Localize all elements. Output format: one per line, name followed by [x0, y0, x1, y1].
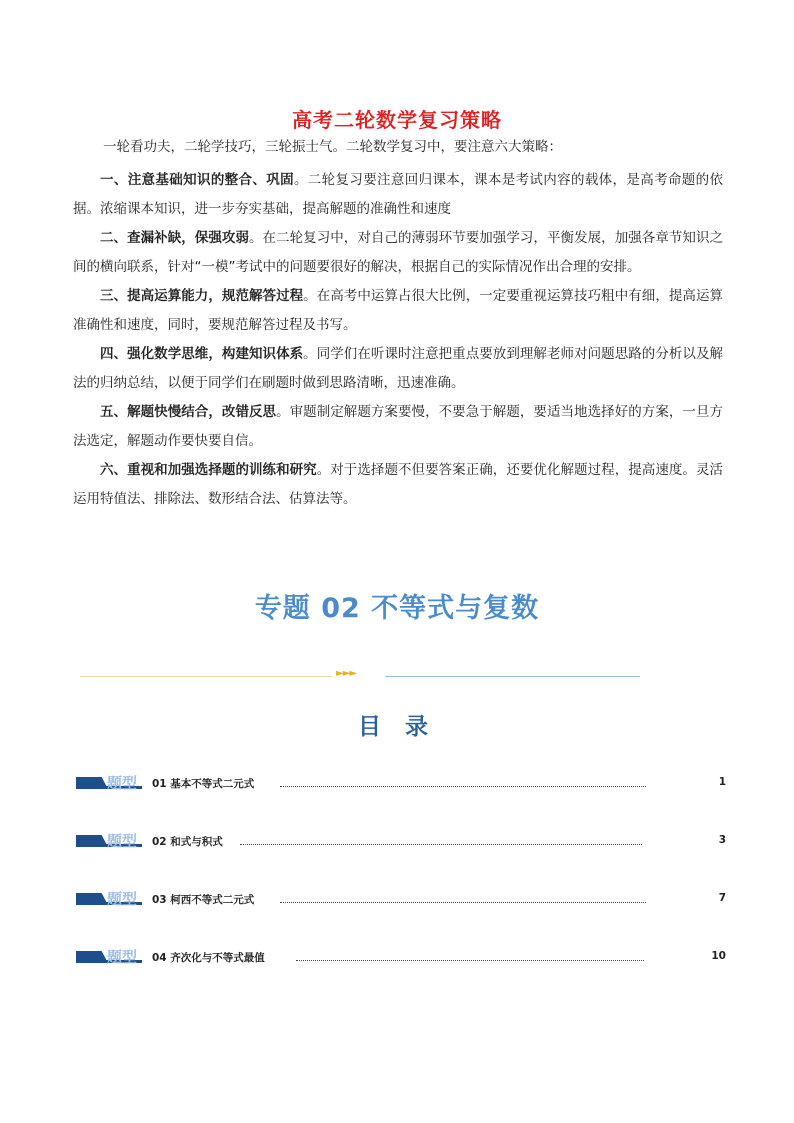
- badge-label: 题型: [107, 948, 138, 966]
- toc-entry-page: 1: [718, 776, 726, 788]
- strategy-item: [73, 224, 723, 282]
- divider-line-left: [80, 676, 332, 677]
- toc-leader-dots: [280, 902, 646, 903]
- toc-entry-page: 7: [718, 892, 726, 904]
- strategy-body: 。对于选择题不但要答案正确，还要优化解题过程，提高速度。灵活运用特值法、排除法、数形结合法、估算法等。: [73, 462, 724, 507]
- strategy-body: 。二轮复习要注意回归课本，课本是考试内容的载体，是高考命题的依据。浓缩课本知识，进一步夯实基础，提高解题的准确性和速度: [73, 172, 724, 217]
- badge-label: 题型: [107, 890, 138, 908]
- toc-leader-dots: [240, 844, 642, 845]
- toc-entry[interactable]: [76, 886, 726, 944]
- strategy-heading: 三、提高运算能力，规范解答过程: [100, 288, 304, 304]
- question-type-badge: [76, 948, 146, 966]
- intro-paragraph: 一轮看功夫，二轮学技巧，三轮振士气。二轮数学复习中，要注意六大策略：: [103, 139, 562, 155]
- question-type-badge: [76, 832, 146, 850]
- strategy-heading: 五、解题快慢结合，改错反思: [100, 404, 277, 420]
- strategy-heading: 六、重视和加强选择题的训练和研究: [100, 462, 317, 478]
- toc-leader-dots: [280, 786, 646, 787]
- strategy-heading: 二、查漏补缺，保强攻弱: [100, 230, 249, 246]
- toc-entry-label: 02 和式与积式: [152, 836, 223, 848]
- toc-entry-label: 03 柯西不等式二元式: [152, 894, 255, 906]
- strategy-body: 。在高考中运算占很大比例，一定要重视运算技巧粗中有细，提高运算准确性和速度，同时，要规范解答过程及书写。: [73, 288, 724, 333]
- toc-entry-label: 04 齐次化与不等式最值: [152, 952, 265, 964]
- strategy-item: [73, 340, 723, 398]
- strategy-item: [73, 456, 723, 514]
- question-type-badge: [76, 774, 146, 792]
- strategy-item: [73, 282, 723, 340]
- strategy-heading: 四、强化数学思维，构建知识体系: [100, 346, 304, 362]
- toc-entry[interactable]: [76, 944, 726, 1002]
- table-of-contents: [76, 770, 726, 1002]
- toc-title: 目 录: [357, 714, 436, 740]
- toc-leader-dots: [296, 960, 644, 961]
- toc-entry-page: 10: [711, 950, 726, 962]
- divider-line-right: [385, 676, 640, 677]
- badge-label: 题型: [107, 774, 138, 792]
- page-title: 高考二轮数学复习策略: [292, 108, 502, 132]
- toc-entry[interactable]: [76, 770, 726, 828]
- strategy-list: [73, 166, 723, 514]
- badge-label: 题型: [107, 832, 138, 850]
- question-type-badge: [76, 890, 146, 908]
- strategy-body: 。在二轮复习中，对自己的薄弱环节要加强学习，平衡发展，加强各章节知识之间的横向联系，针对“一模”考试中的问题要很好的解决，根据自己的实际情况作出合理的安排。: [73, 230, 724, 275]
- strategy-body: 。审题制定解题方案要慢，不要急于解题，要适当地选择好的方案，一旦方法选定，解题动作要快要自信。: [73, 404, 723, 449]
- strategy-item: [73, 398, 723, 456]
- divider-arrows-icon: ►►►: [336, 668, 357, 679]
- strategy-heading: 一、注意基础知识的整合、巩固: [100, 172, 294, 188]
- strategy-body: 。同学们在听课时注意把重点要放到理解老师对问题思路的分析以及解法的归纳总结，以便于同学们在刷题时做到思路清晰，迅速准确。: [73, 346, 724, 391]
- toc-entry[interactable]: [76, 828, 726, 886]
- toc-entry-label: 01 基本不等式二元式: [152, 778, 255, 790]
- topic-title: 专题 02 不等式与复数: [254, 593, 540, 624]
- toc-entry-page: 3: [718, 834, 726, 846]
- strategy-item: [73, 166, 723, 224]
